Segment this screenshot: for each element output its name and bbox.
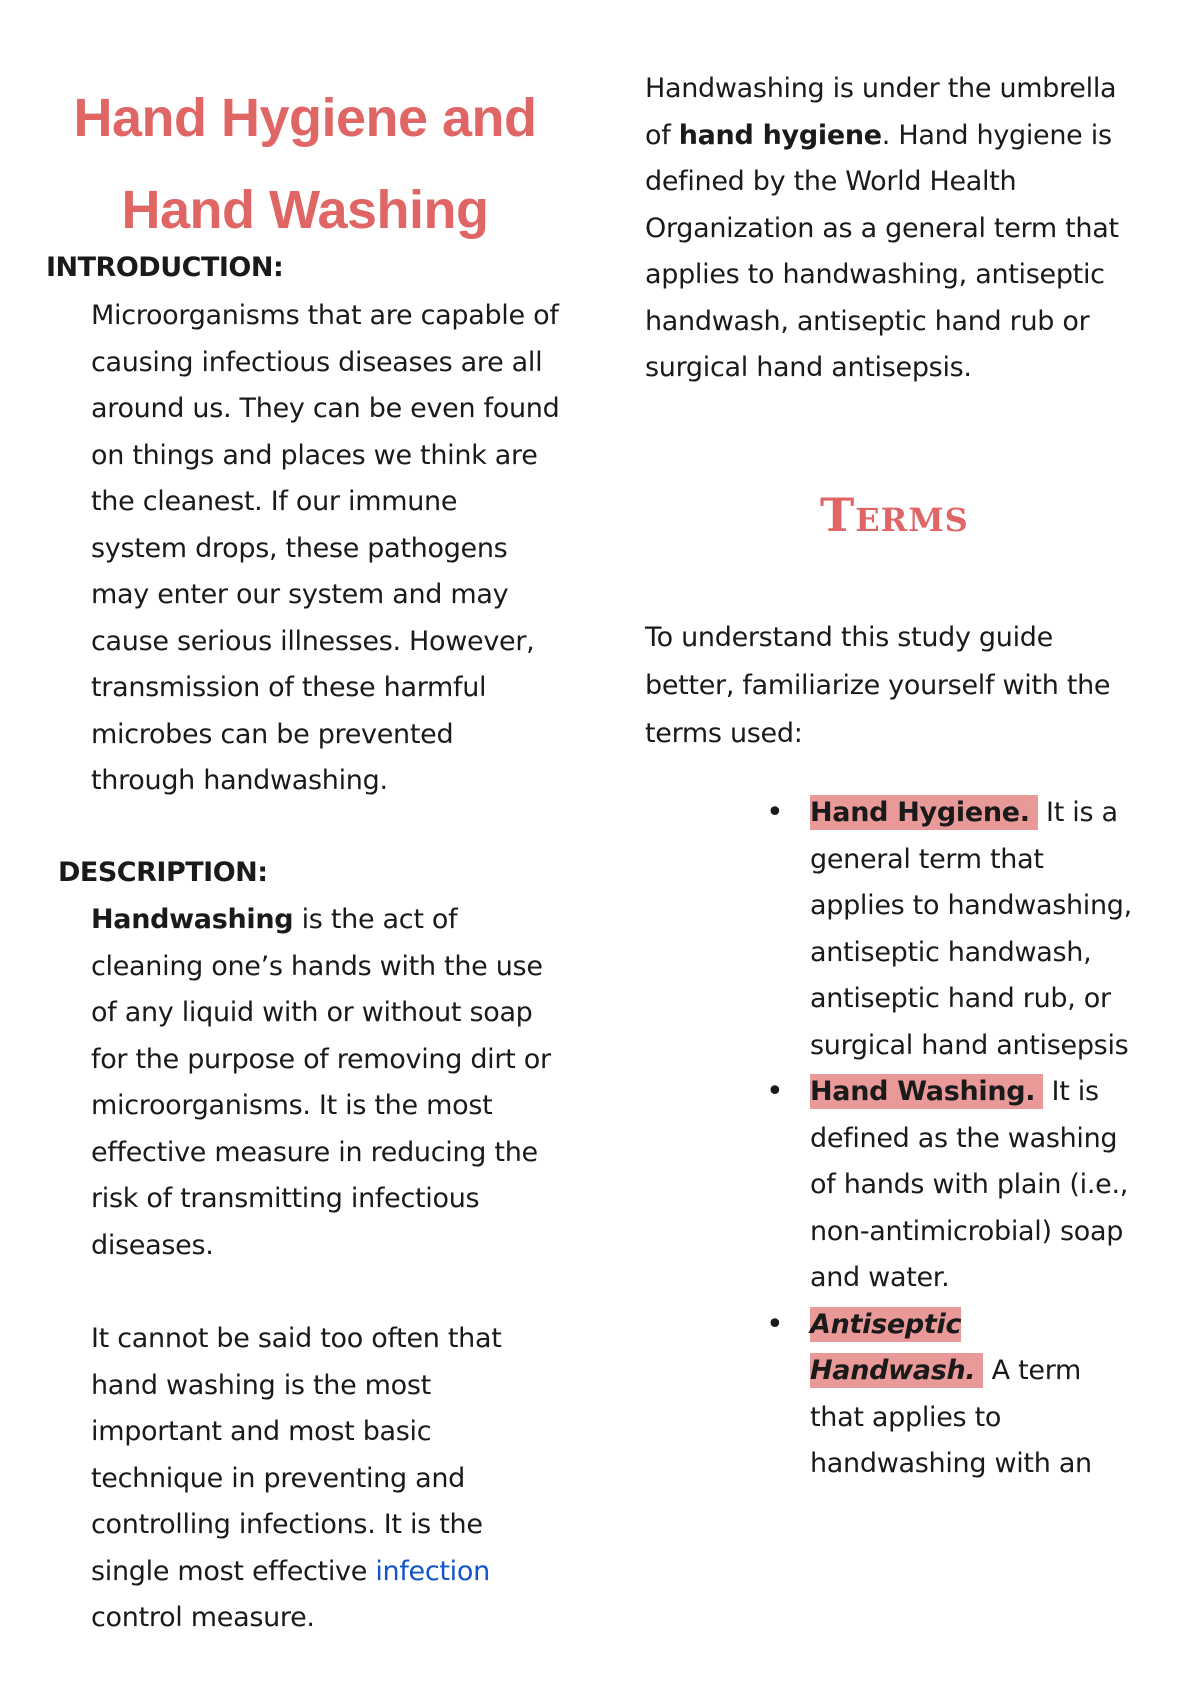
term-name: Antiseptic Handwash. — [810, 1307, 983, 1389]
infection-link[interactable]: infection — [375, 1555, 490, 1587]
list-item — [810, 1302, 1140, 1488]
introduction-heading: INTRODUCTION: — [46, 252, 284, 283]
umbrella-part2: . Hand hygiene is defined by the World Health Organization as a general term that applies to handwashing, antiseptic handwash, antiseptic hand rub or surgical hand antisepsis. — [645, 119, 1119, 383]
importance-after-link: control measure. — [91, 1602, 315, 1633]
term-definition: A term that applies to handwashing with an — [810, 1355, 1092, 1479]
page-title-line2: Hand Washing — [121, 180, 489, 240]
description-bold-term: Handwashing — [91, 904, 294, 935]
importance-before-link: It cannot be said too often that hand washing is the most important and most basic technique in preventing and controlling infections. It is the single most effective — [91, 1323, 502, 1587]
term-name: Hand Washing. — [810, 1074, 1043, 1109]
importance-text — [91, 1316, 551, 1642]
list-item — [810, 1069, 1140, 1302]
term-name: Hand Hygiene. — [810, 795, 1038, 830]
description-body: is the act of cleaning one’s hands with the use of any liquid with or without soap for the purpose of removing dirt or microorganisms. It is the most effective measure in reducing the risk of transmitting infectious diseases. — [91, 904, 551, 1261]
terms-intro: To understand this study guide better, familiarize yourself with the terms used: — [645, 622, 1111, 749]
term-definition: It is a general term that applies to handwashing, antiseptic handwash, antiseptic hand rub, or surgical hand antisepsis — [810, 797, 1132, 1061]
term-definition: It is defined as the washing of hands with plain (i.e., non-antimicrobial) soap and water. — [810, 1076, 1129, 1293]
umbrella-text — [645, 66, 1135, 392]
description-text — [91, 897, 566, 1269]
description-heading: DESCRIPTION: — [58, 857, 268, 888]
introduction-text: Microorganisms that are capable of causing infectious diseases are all around us. They can be even found on things and places we think are the cleanest. If our immune system drops, these pathogens may enter our system and may cause serious illnesses. However, transmission of these harmful microbes can be prevented through handwashing. — [91, 300, 560, 796]
page-title-line1: Hand Hygiene and — [73, 88, 537, 148]
page-title — [50, 72, 560, 256]
umbrella-part1: Handwashing is under the umbrella of — [645, 73, 1117, 151]
terms-list — [810, 790, 1140, 1488]
list-item — [810, 790, 1140, 1069]
terms-heading: Terms — [820, 488, 969, 542]
umbrella-bold-term: hand hygiene — [678, 119, 882, 151]
